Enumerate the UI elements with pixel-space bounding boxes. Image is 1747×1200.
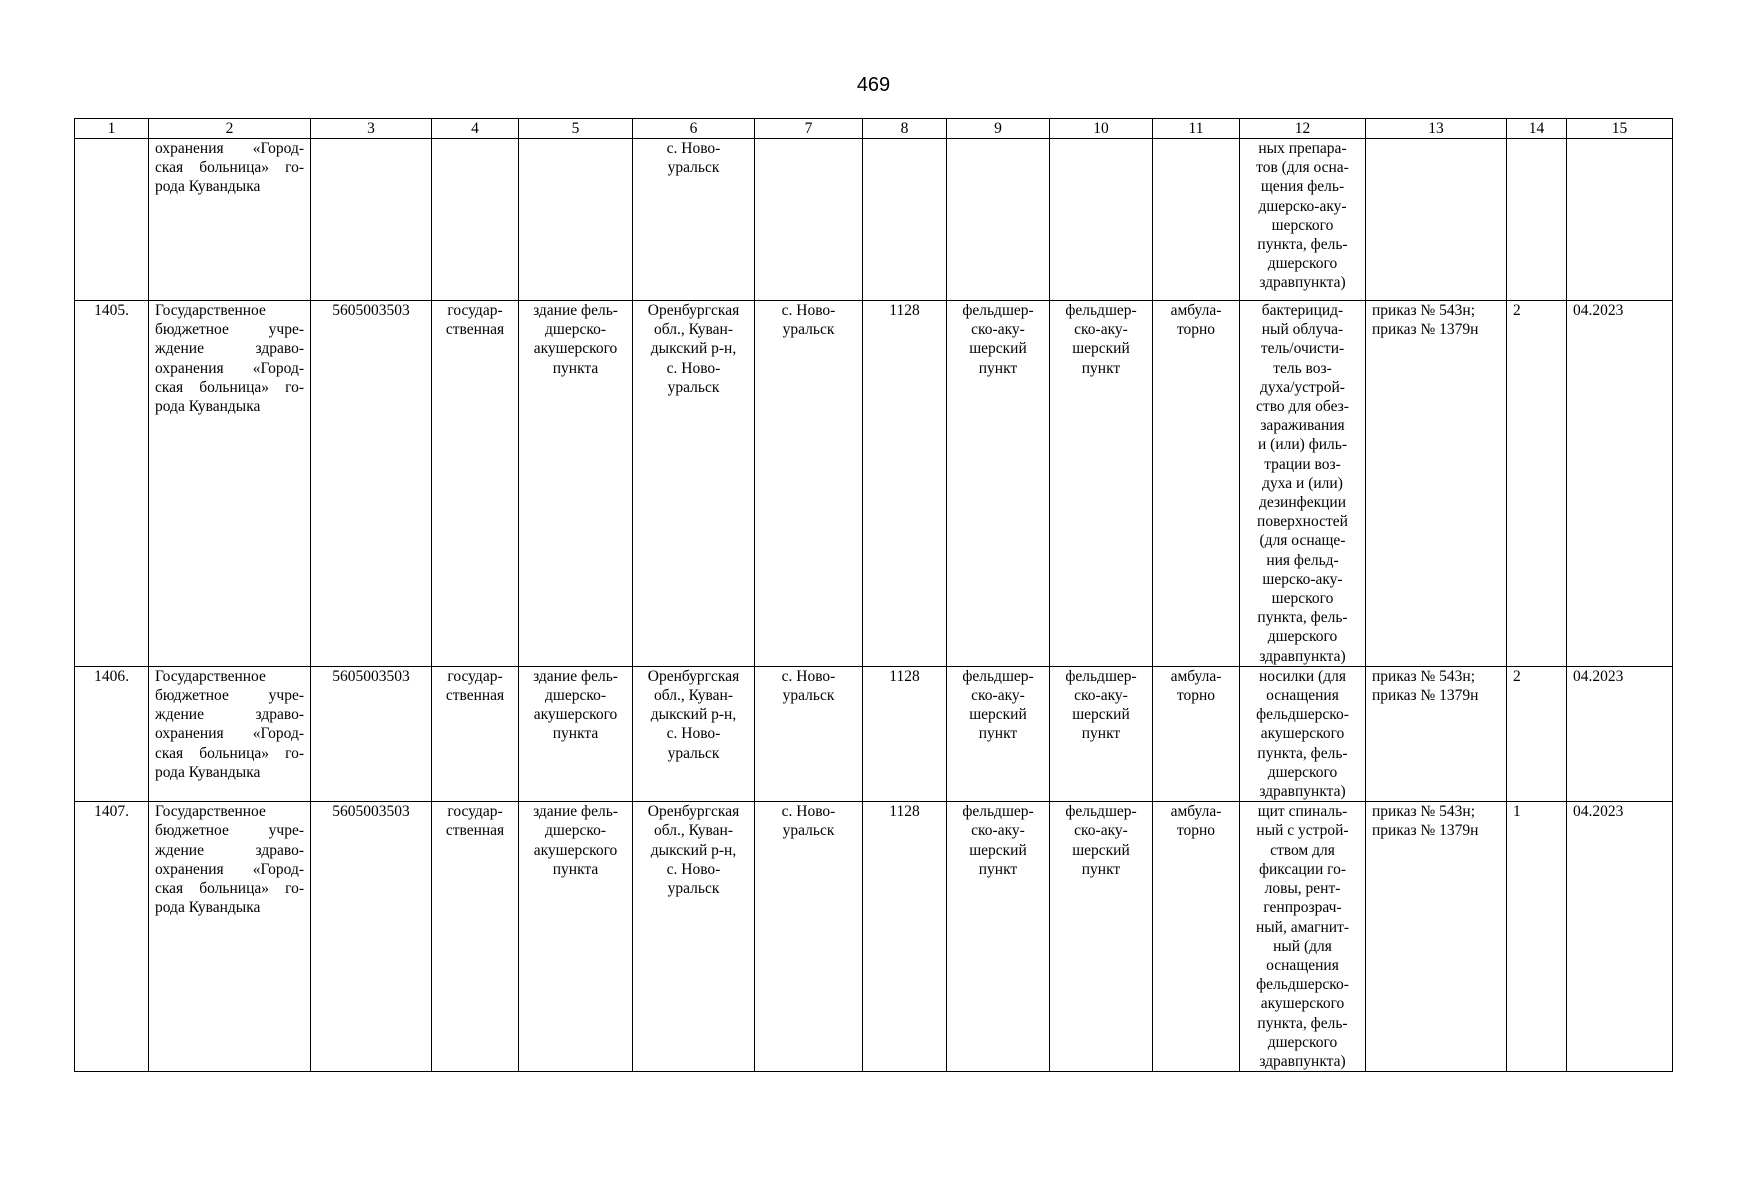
cell-line: торно [1176, 321, 1216, 339]
code-cell: 1128 [863, 301, 947, 667]
column-number-cell: 10 [1050, 119, 1153, 139]
ownership-form-cell [432, 666, 519, 801]
cell-line: фиксации го- [1258, 860, 1347, 878]
cell-line: бюджетное учре- [155, 687, 304, 705]
cell-line: обл., Куван- [654, 822, 733, 840]
cell-line: дыкский р-н, [650, 841, 737, 859]
cell-line: щит спиналь- [1257, 803, 1348, 821]
cell-line: ный (для [1273, 937, 1332, 955]
quantity-cell: 2 [1507, 301, 1567, 667]
date-cell: 04.2023 [1567, 301, 1673, 667]
date-cell: 04.2023 [1567, 802, 1673, 1072]
cell-line: ско-аку- [971, 321, 1025, 339]
organization-cell [149, 301, 311, 667]
cell-line: ственная [445, 321, 505, 339]
column-number-cell: 1 [75, 119, 149, 139]
code-cell: 1128 [863, 802, 947, 1072]
cell-line: обл., Куван- [654, 687, 733, 705]
column-number-cell: 2 [149, 119, 311, 139]
building-cell [519, 301, 633, 667]
cell-line: рода Кувандыка [155, 899, 261, 917]
row-number-cell: 1406. [75, 666, 149, 801]
settlement-cell [755, 802, 863, 1072]
cell-line: с. Ново- [781, 302, 836, 319]
cell-line: шерский [969, 340, 1027, 358]
settlement-cell [755, 139, 863, 301]
cell-line: уральск [667, 378, 720, 396]
cell-line: фельдшер- [1065, 803, 1137, 821]
quantity-cell: 1 [1507, 802, 1567, 1072]
cell-line: пункт [978, 725, 1018, 743]
order-cell [1366, 301, 1507, 667]
cell-line: с. Ново- [666, 140, 721, 157]
cell-line: пункта [552, 860, 599, 878]
cell-line: ждение здраво- [155, 841, 304, 859]
date-cell: 04.2023 [1567, 666, 1673, 801]
cell-line: пункт [1081, 359, 1121, 377]
table-row [75, 139, 1673, 301]
cell-line: дшерского [1267, 628, 1338, 646]
cell-line: бюджетное учре- [155, 321, 304, 339]
column-number-cell: 5 [519, 119, 633, 139]
cell-line: пункта, фель- [1257, 1014, 1348, 1032]
cell-line: фельдшерско- [1256, 706, 1349, 724]
cell-line: Оренбургская [647, 302, 740, 319]
organization-cell [149, 666, 311, 801]
cell-line: обл., Куван- [654, 321, 733, 339]
cell-line: акушерского [533, 841, 618, 859]
cell-line: здравпункта) [1259, 783, 1346, 801]
ownership-form-cell [432, 301, 519, 667]
ownership-form-cell [432, 802, 519, 1072]
registry-table [74, 118, 1673, 1072]
cell-line: дшерско- [545, 321, 606, 339]
cell-line: ская больница» го- [155, 880, 304, 898]
cell-line: уральск [782, 687, 835, 705]
settlement-cell [755, 666, 863, 801]
equipment-cell [1240, 139, 1366, 301]
column-number-cell: 6 [633, 119, 755, 139]
cell-line: шерский [969, 841, 1027, 859]
column-number-cell: 8 [863, 119, 947, 139]
cell-line: оснащения [1266, 687, 1339, 705]
cell-line: акушерского [533, 340, 618, 358]
cell-line: приказ № 543н; [1372, 803, 1476, 821]
cell-line: уральск [782, 321, 835, 339]
cell-line: ный, амагнит- [1255, 918, 1350, 936]
cell-line: ством для [1270, 841, 1335, 859]
cell-line: охранения «Город- [155, 725, 304, 743]
unit-name-cell [1050, 802, 1153, 1072]
column-number-cell: 3 [311, 119, 432, 139]
cell-line: акушерского [1260, 725, 1345, 743]
cell-line: бактерицид- [1261, 302, 1344, 319]
cell-line: акушерского [533, 706, 618, 724]
cell-line: генпрозрач- [1263, 899, 1342, 917]
cell-line: дшерского [1267, 1033, 1338, 1051]
cell-line: Государственное [155, 302, 266, 319]
table-row [75, 802, 1673, 1072]
cell-line: ская больница» го- [155, 378, 304, 396]
cell-line: здание фель- [533, 302, 618, 319]
cell-line: Оренбургская [647, 667, 740, 685]
cell-line: здравпункта) [1259, 1052, 1346, 1070]
cell-line: фельдшер- [962, 302, 1034, 319]
cell-line: ская больница» го- [155, 159, 304, 177]
cell-line: акушерского [1260, 995, 1345, 1013]
cell-line: Государственное [155, 803, 266, 821]
equipment-cell [1240, 666, 1366, 801]
cell-line: ско-аку- [1074, 687, 1128, 705]
care-mode-cell [1153, 139, 1240, 301]
building-cell [519, 139, 633, 301]
unit-type-cell [947, 301, 1050, 667]
cell-line: приказ № 543н; [1372, 302, 1476, 319]
cell-line: (для оснаще- [1259, 532, 1346, 550]
code-cell: 1128 [863, 666, 947, 801]
cell-line: пункт [978, 359, 1018, 377]
address-cell [633, 666, 755, 801]
cell-line: амбула- [1170, 302, 1222, 319]
row-number-cell: 1405. [75, 301, 149, 667]
unit-type-cell [947, 802, 1050, 1072]
cell-line: тов (для осна- [1256, 159, 1349, 177]
cell-line: ско-аку- [1074, 321, 1128, 339]
cell-line: пункт [978, 860, 1018, 878]
cell-line: тель/очисти- [1260, 340, 1345, 358]
inn-cell: 5605003503 [311, 802, 432, 1072]
unit-type-cell [947, 139, 1050, 301]
building-cell [519, 802, 633, 1072]
cell-line: государ- [447, 302, 503, 319]
cell-line: приказ № 543н; [1372, 667, 1476, 685]
settlement-cell [755, 301, 863, 667]
cell-line: щения фель- [1260, 178, 1345, 196]
cell-line: трации воз- [1264, 455, 1341, 473]
column-number-cell: 4 [432, 119, 519, 139]
cell-line: ская больница» го- [155, 744, 304, 762]
cell-line: пункт [1081, 860, 1121, 878]
cell-line: с. Ново- [781, 803, 836, 821]
cell-line: тель воз- [1273, 359, 1332, 377]
row-number-cell: 1407. [75, 802, 149, 1072]
cell-line: уральск [667, 159, 720, 177]
cell-line: шерский [1072, 706, 1130, 724]
cell-line: приказ № 1379н [1372, 321, 1479, 339]
column-number-row [75, 119, 1673, 139]
cell-line: ско-аку- [971, 822, 1025, 840]
code-cell [863, 139, 947, 301]
cell-line: ско-аку- [1074, 822, 1128, 840]
cell-line: пункта, фель- [1257, 609, 1348, 627]
care-mode-cell [1153, 802, 1240, 1072]
cell-line: шерский [1072, 841, 1130, 859]
cell-line: амбула- [1170, 803, 1222, 821]
quantity-cell: 2 [1507, 666, 1567, 801]
cell-line: фельдшер- [962, 803, 1034, 821]
care-mode-cell [1153, 666, 1240, 801]
cell-line: ство для обез- [1256, 398, 1349, 416]
page-number: 469 [856, 74, 891, 96]
cell-line: фельдшер- [962, 667, 1034, 685]
address-cell [633, 139, 755, 301]
cell-line: дезинфекции [1258, 494, 1346, 512]
unit-name-cell [1050, 139, 1153, 301]
cell-line: дшерского [1267, 763, 1338, 781]
cell-line: уральск [667, 880, 720, 898]
column-number-cell: 12 [1240, 119, 1366, 139]
cell-line: государ- [447, 667, 503, 685]
cell-line: ный облуча- [1261, 321, 1344, 339]
unit-name-cell [1050, 301, 1153, 667]
inn-cell: 5605003503 [311, 301, 432, 667]
cell-line: ственная [445, 822, 505, 840]
cell-line: пункта, фель- [1257, 744, 1348, 762]
address-cell [633, 301, 755, 667]
cell-line: фельдшер- [1065, 667, 1137, 685]
row-number-cell [75, 139, 149, 301]
equipment-cell [1240, 802, 1366, 1072]
cell-line: духа и (или) [1262, 474, 1343, 492]
cell-line: шерский [1072, 340, 1130, 358]
care-mode-cell [1153, 301, 1240, 667]
cell-line: бюджетное учре- [155, 822, 304, 840]
unit-name-cell [1050, 666, 1153, 801]
cell-line: с. Ново- [781, 667, 836, 685]
cell-line: уральск [667, 744, 720, 762]
cell-line: шерско-аку- [1262, 570, 1343, 588]
inn-cell: 5605003503 [311, 666, 432, 801]
table-row [75, 301, 1673, 667]
cell-line: уральск [782, 822, 835, 840]
cell-line: амбула- [1170, 667, 1222, 685]
column-number-cell: 15 [1567, 119, 1673, 139]
cell-line: пункта [552, 725, 599, 743]
order-cell [1366, 139, 1507, 301]
cell-line: дшерско-аку- [1258, 197, 1347, 215]
cell-line: здравпункта) [1259, 647, 1346, 665]
column-number-cell: 11 [1153, 119, 1240, 139]
cell-line: охранения «Город- [155, 359, 304, 377]
cell-line: рода Кувандыка [155, 398, 261, 416]
cell-line: ждение здраво- [155, 340, 304, 358]
cell-line: духа/устрой- [1260, 378, 1345, 396]
cell-line: ственная [445, 687, 505, 705]
order-cell [1366, 666, 1507, 801]
date-cell [1567, 139, 1673, 301]
column-number-cell: 13 [1366, 119, 1507, 139]
table-body [75, 119, 1673, 1072]
organization-cell [149, 139, 311, 301]
inn-cell [311, 139, 432, 301]
cell-line: с. Ново- [666, 359, 721, 377]
cell-line: Государственное [155, 667, 266, 685]
cell-line: приказ № 1379н [1372, 687, 1479, 705]
cell-line: пункта [552, 359, 599, 377]
cell-line: фельдшер- [1065, 302, 1137, 319]
cell-line: здание фель- [533, 803, 618, 821]
cell-line: ловы, рент- [1264, 880, 1341, 898]
cell-line: зараживания [1260, 417, 1345, 435]
column-number-cell: 14 [1507, 119, 1567, 139]
cell-line: с. Ново- [666, 725, 721, 743]
cell-line: охранения «Город- [155, 860, 304, 878]
cell-line: с. Ново- [666, 860, 721, 878]
cell-line: торно [1176, 822, 1216, 840]
quantity-cell [1507, 139, 1567, 301]
cell-line: ния фельд- [1266, 551, 1339, 569]
cell-line: государ- [447, 803, 503, 821]
cell-line: и (или) филь- [1258, 436, 1347, 454]
cell-line: Оренбургская [647, 803, 740, 821]
cell-line: приказ № 1379н [1372, 822, 1479, 840]
cell-line: пункта, фель- [1257, 236, 1348, 254]
cell-line: дшерского [1267, 255, 1338, 273]
cell-line: носилки (для [1259, 667, 1346, 685]
cell-line: дыкский р-н, [650, 706, 737, 724]
equipment-cell [1240, 301, 1366, 667]
cell-line: шерский [969, 706, 1027, 724]
ownership-form-cell [432, 139, 519, 301]
building-cell [519, 666, 633, 801]
unit-type-cell [947, 666, 1050, 801]
cell-line: шерского [1271, 216, 1334, 234]
column-number-cell: 9 [947, 119, 1050, 139]
column-number-cell: 7 [755, 119, 863, 139]
cell-line: дшерско- [545, 822, 606, 840]
cell-line: поверхностей [1257, 513, 1348, 531]
cell-line: рода Кувандыка [155, 763, 261, 781]
cell-line: рода Кувандыка [155, 178, 261, 196]
cell-line: дшерско- [545, 687, 606, 705]
cell-line: торно [1176, 687, 1216, 705]
cell-line: фельдшерско- [1256, 976, 1349, 994]
cell-line: здравпункта) [1259, 274, 1346, 292]
cell-line: шерского [1271, 590, 1334, 608]
cell-line: ско-аку- [971, 687, 1025, 705]
cell-line: оснащения [1266, 956, 1339, 974]
cell-line: здание фель- [533, 667, 618, 685]
cell-line: пункт [1081, 725, 1121, 743]
order-cell [1366, 802, 1507, 1072]
table-row [75, 666, 1673, 801]
cell-line: охранения «Город- [155, 140, 304, 157]
cell-line: ных препара- [1258, 140, 1347, 157]
organization-cell [149, 802, 311, 1072]
cell-line: дыкский р-н, [650, 340, 737, 358]
address-cell [633, 802, 755, 1072]
cell-line: ный с устрой- [1256, 822, 1349, 840]
cell-line: ждение здраво- [155, 706, 304, 724]
